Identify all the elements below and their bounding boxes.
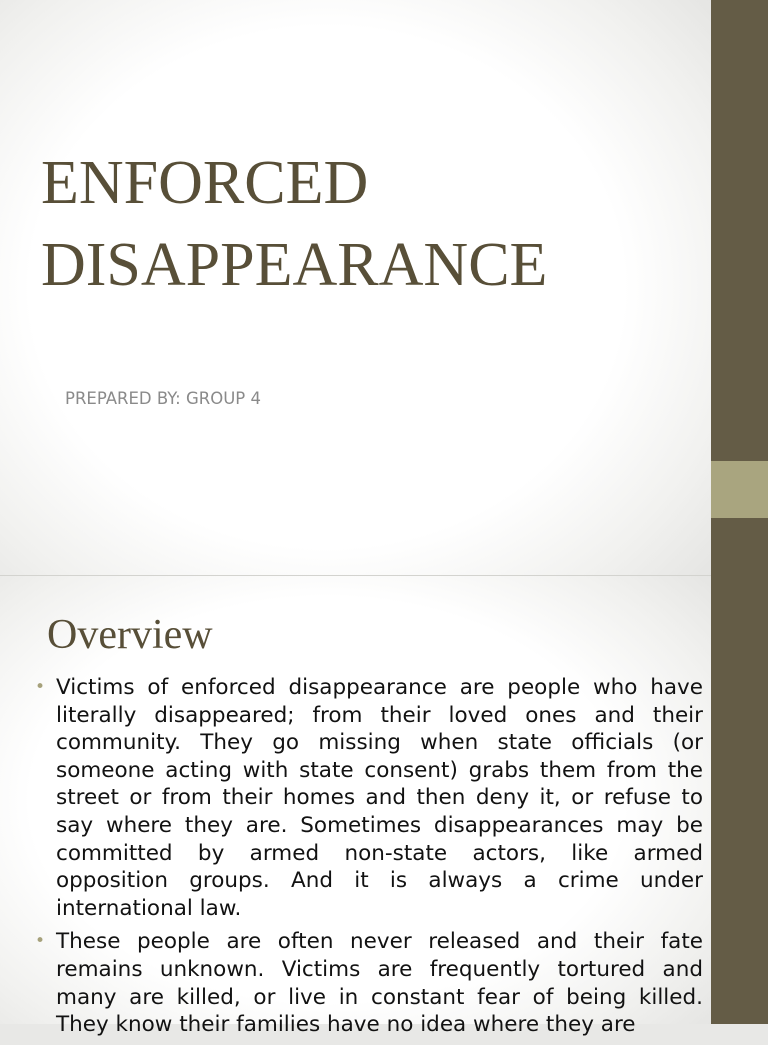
title-line-2: DISAPPEARANCE — [41, 231, 548, 299]
decorative-side-accent — [711, 461, 768, 518]
slide-overview — [0, 576, 711, 1038]
title-line-1: ENFORCED — [41, 149, 369, 217]
overview-heading: Overview — [47, 612, 213, 658]
bullet-text: These people are often never released and their fate remains unknown. Victims are frequently tortured and many are killed, or live in constant fear of being killed. They know their families have no idea where they are — [56, 929, 703, 1038]
bullet-item — [35, 928, 703, 1038]
bullet-icon: • — [35, 931, 46, 952]
slide-title-heading — [41, 142, 547, 306]
bullet-text: Victims of enforced disappearance are people who have literally disappeared; from their loved ones and their community. They go missing when state officials (or someone acting with state consent) grabs them from the street or from their homes and then deny it, or refuse to say where they are. Sometimes disappearances may be committed by armed non-state actors, like armed opposition groups. And it is always a crime under international law. — [56, 675, 703, 921]
bullet-item — [35, 674, 703, 922]
bullet-icon: • — [35, 677, 46, 697]
slide-subtitle: PREPARED BY: GROUP 4 — [65, 389, 261, 408]
bullet-list — [35, 674, 703, 1045]
